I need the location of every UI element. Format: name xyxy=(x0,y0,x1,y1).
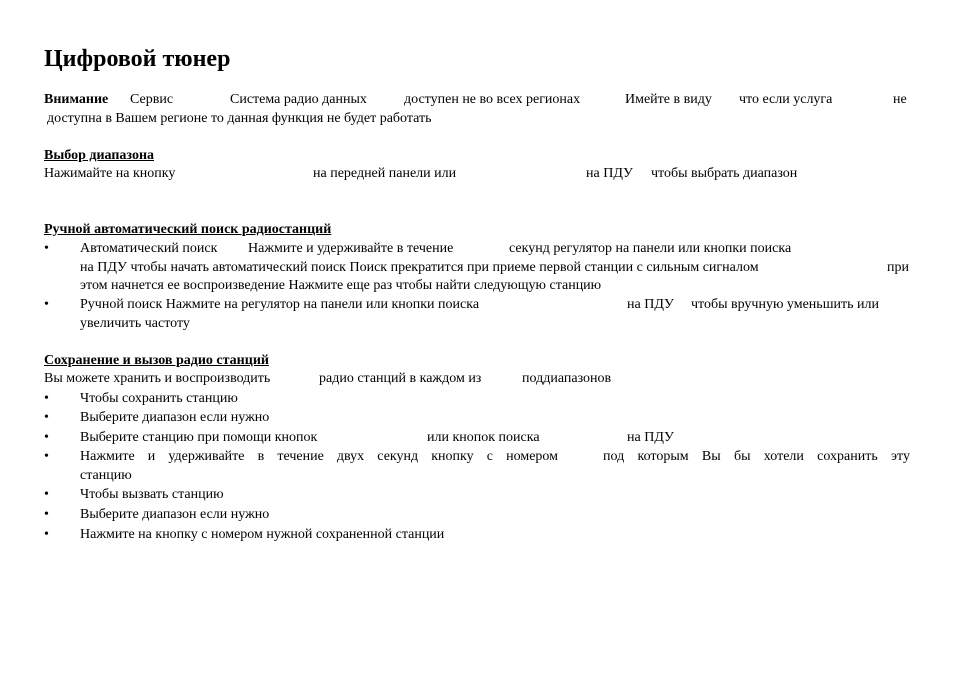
band-text-b: на передней панели или xyxy=(313,166,457,181)
page-title: Цифровой тюнер xyxy=(44,46,231,72)
bullet xyxy=(44,240,56,258)
bullet xyxy=(44,526,56,544)
bullet xyxy=(44,390,56,408)
hold-button-a: Нажмите и удерживайте в течение двух секунд кнопку с номером xyxy=(80,449,558,464)
notice-text-b: Система радио данных xyxy=(230,92,367,107)
band-text-c: на ПДУ xyxy=(586,166,633,181)
auto-search-a: Автоматический поиск xyxy=(80,241,218,256)
auto-search-line3: этом начнется ее воспроизведение Нажмите еще раз чтобы найти следующую станцию xyxy=(80,278,602,293)
presets-intro-c: поддиапазонов xyxy=(522,371,612,386)
band-text-a: Нажимайте на кнопку xyxy=(44,166,176,181)
list-item: Чтобы сохранить станцию xyxy=(80,391,238,406)
bullet xyxy=(44,486,56,504)
bullet xyxy=(44,429,56,447)
list-item: Чтобы вызвать станцию xyxy=(80,487,224,502)
band-text-d: чтобы выбрать диапазон xyxy=(651,166,798,181)
hold-button-line2: станцию xyxy=(80,468,132,483)
select-station-a: Выберите станцию при помощи кнопок xyxy=(80,430,318,445)
search-heading: Ручной автоматический поиск радиостанций xyxy=(44,222,332,237)
notice-text-f: не xyxy=(893,92,907,107)
notice-text-a: Сервис xyxy=(130,92,174,107)
list-item: Нажмите на кнопку с номером нужной сохраненной станции xyxy=(80,527,445,542)
list-item: Выберите диапазон если нужно xyxy=(80,410,270,425)
select-station-c: на ПДУ xyxy=(627,430,674,445)
bullet xyxy=(44,409,56,427)
auto-search-line2: на ПДУ чтобы начать автоматический поиск Поиск прекратится при приеме первой станции с сильным сигналом xyxy=(80,260,759,275)
auto-search-line2-end: при xyxy=(887,260,909,275)
bullet xyxy=(44,448,56,466)
manual-search-a: Ручной поиск Нажмите на регулятор на панели или кнопки поиска xyxy=(80,297,480,312)
bullet xyxy=(44,506,56,524)
notice-text-c: доступен не во всех регионах xyxy=(404,92,581,107)
notice-line2: доступна в Вашем регионе то данная функция не будет работать xyxy=(47,111,432,126)
notice-label: Внимание xyxy=(44,92,109,107)
notice-text-d: Имейте в виду xyxy=(625,92,712,107)
presets-heading: Сохранение и вызов радио станций xyxy=(44,353,269,368)
manual-search-c: чтобы вручную уменьшить или xyxy=(691,297,879,312)
manual-search-line2: увеличить частоту xyxy=(80,316,190,331)
band-heading: Выбор диапазона xyxy=(44,148,155,163)
auto-search-c: секунд регулятор на панели или кнопки поиска xyxy=(509,241,792,256)
auto-search-b: Нажмите и удерживайте в течение xyxy=(248,241,454,256)
select-station-b: или кнопок поиска xyxy=(427,430,540,445)
bullet xyxy=(44,296,56,314)
hold-button-b: под которым Вы бы хотели сохранить эту xyxy=(603,449,910,464)
notice-text-e: что если услуга xyxy=(739,92,833,107)
list-item: Выберите диапазон если нужно xyxy=(80,507,270,522)
manual-search-b: на ПДУ xyxy=(627,297,674,312)
presets-intro-a: Вы можете хранить и воспроизводить xyxy=(44,371,271,386)
presets-intro-b: радио станций в каждом из xyxy=(319,371,482,386)
